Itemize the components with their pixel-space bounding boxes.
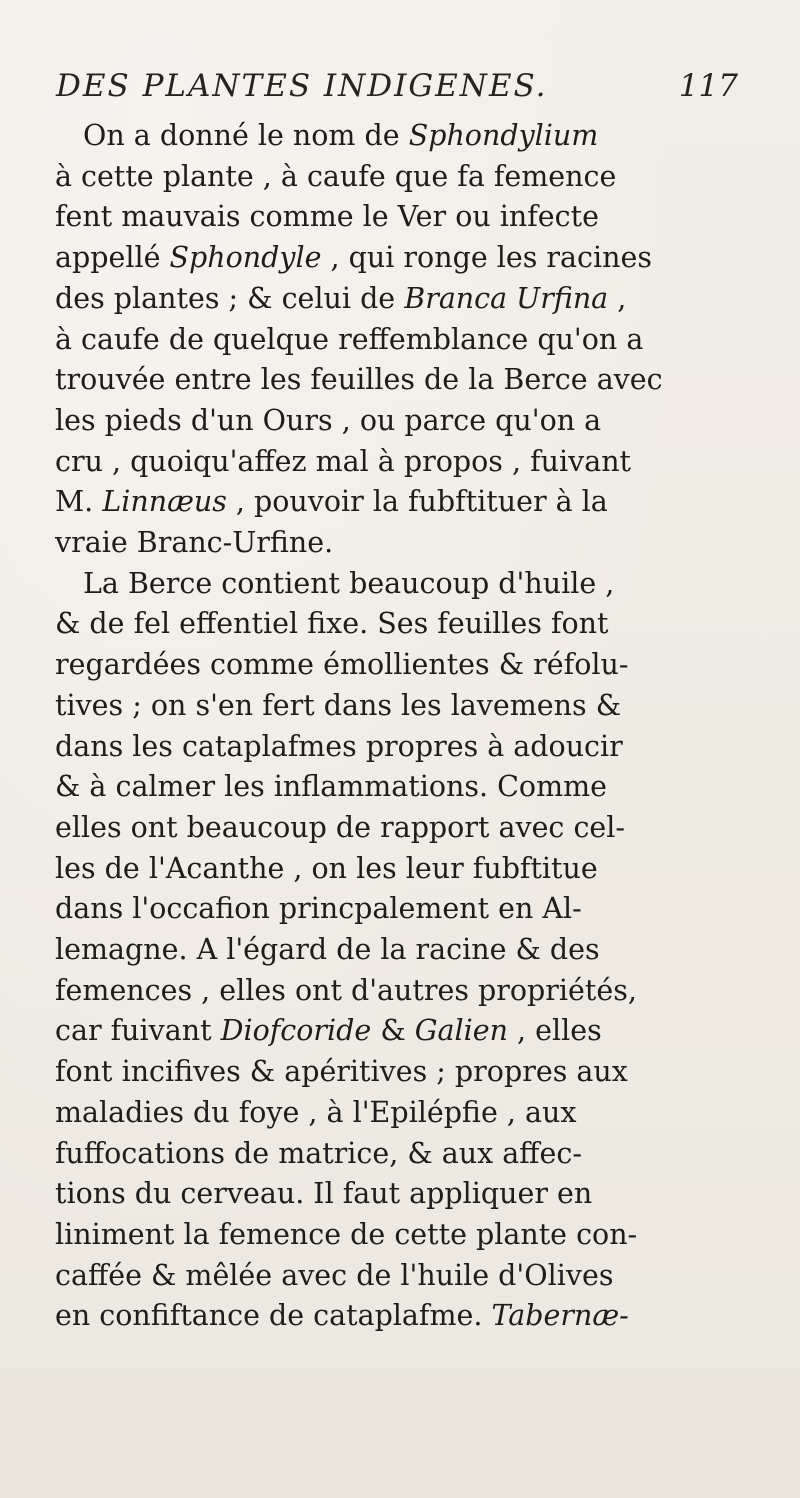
text-segment: , qui ronge les racines (321, 241, 652, 275)
text-segment: appellé (55, 241, 170, 275)
text-line (55, 971, 745, 1012)
page-number: 117 (678, 68, 738, 104)
text-segment: à cette plante , à caufe que fa femence (55, 159, 617, 193)
text-line (55, 116, 745, 157)
text-line (55, 1052, 745, 1093)
text-segment: font incifives & apéritives ; propres aux (55, 1055, 628, 1089)
text-line (55, 564, 745, 605)
text-line (55, 686, 745, 727)
text-line (55, 808, 745, 849)
italic-text: Linnæus (102, 485, 227, 519)
text-line (55, 157, 745, 198)
text-line (55, 1215, 745, 1256)
italic-text: Sphondylium (408, 119, 599, 152)
text-segment: , (608, 281, 627, 315)
text-segment: caffée & mêlée avec de l'huile d'Olives (55, 1258, 614, 1292)
text-line (55, 401, 745, 442)
body-text (55, 116, 745, 1337)
text-segment: trouvée entre les feuilles de la Berce avec (55, 363, 663, 397)
text-segment: regardées comme émollientes & réfolu- (55, 648, 629, 682)
text-line (55, 727, 745, 768)
text-segment: maladies du foye , à l'Epilépfie , aux (55, 1095, 577, 1129)
text-line (55, 442, 745, 483)
text-segment: lemagne. A l'égard de la racine & des (55, 933, 600, 967)
text-segment: liniment la femence de cette plante con- (55, 1217, 638, 1251)
text-segment: fuffocations de matrice, & aux affec- (55, 1136, 582, 1170)
italic-text: Galien (414, 1014, 508, 1048)
text-line (55, 482, 745, 523)
italic-text: Branca Urfina (404, 281, 609, 315)
text-segment: à caufe de quelque reffemblance qu'on a (55, 322, 644, 356)
text-segment: dans l'occafion princpalement en Al- (55, 892, 582, 926)
text-segment: vraie Branc-Urfine. (55, 526, 334, 560)
italic-text: Tabernæ- (491, 1299, 629, 1333)
text-line (55, 1093, 745, 1134)
running-head: DES PLANTES INDIGENES. (56, 68, 548, 104)
text-segment: fent mauvais comme le Ver ou infecte (55, 200, 599, 234)
text-line (55, 523, 745, 564)
text-line (55, 1256, 745, 1297)
italic-text: Sphondyle (169, 241, 322, 275)
text-segment: les de l'Acanthe , on les leur fubftitue (55, 851, 598, 885)
text-line (55, 238, 745, 279)
text-segment: La Berce contient beaucoup d'huile , (83, 566, 615, 600)
text-segment: elles ont beaucoup de rapport avec cel- (55, 810, 626, 844)
text-line (55, 930, 745, 971)
text-line (55, 279, 745, 320)
text-line (55, 1296, 745, 1337)
text-segment: tions du cerveau. Il faut appliquer en (55, 1177, 593, 1211)
text-segment: & de fel effentiel fixe. Ses feuilles font (55, 607, 609, 641)
text-segment: & à calmer les inflammations. Comme (55, 770, 608, 804)
text-line (55, 320, 745, 361)
text-segment: M. (55, 485, 103, 519)
text-segment: & (371, 1014, 415, 1048)
text-segment: les pieds d'un Ours , ou parce qu'on a (55, 403, 602, 437)
text-line (55, 1011, 745, 1052)
text-line (55, 767, 745, 808)
text-line (55, 604, 745, 645)
text-segment: , pouvoir la fubftituer à la (226, 485, 608, 519)
text-line (55, 1174, 745, 1215)
text-line (55, 197, 745, 238)
text-segment: , elles (508, 1014, 602, 1048)
text-segment: car fuivant (55, 1014, 221, 1048)
text-segment: en confiftance de cataplafme. (55, 1299, 492, 1333)
text-segment: On a donné le nom de (83, 119, 409, 152)
text-segment: tives ; on s'en fert dans les lavemens & (55, 688, 622, 722)
text-segment: des plantes ; & celui de (55, 281, 405, 315)
text-segment: femences , elles ont d'autres propriétés, (55, 973, 637, 1007)
text-line (55, 1134, 745, 1175)
text-segment: cru , quoiqu'affez mal à propos , fuivant (55, 444, 631, 478)
text-line (55, 889, 745, 930)
text-line (55, 360, 745, 401)
italic-text: Diofcoride (220, 1014, 372, 1048)
text-line (55, 849, 745, 890)
text-segment: dans les cataplafmes propres à adoucir (55, 729, 623, 763)
text-line (55, 645, 745, 686)
page-header (56, 68, 738, 118)
